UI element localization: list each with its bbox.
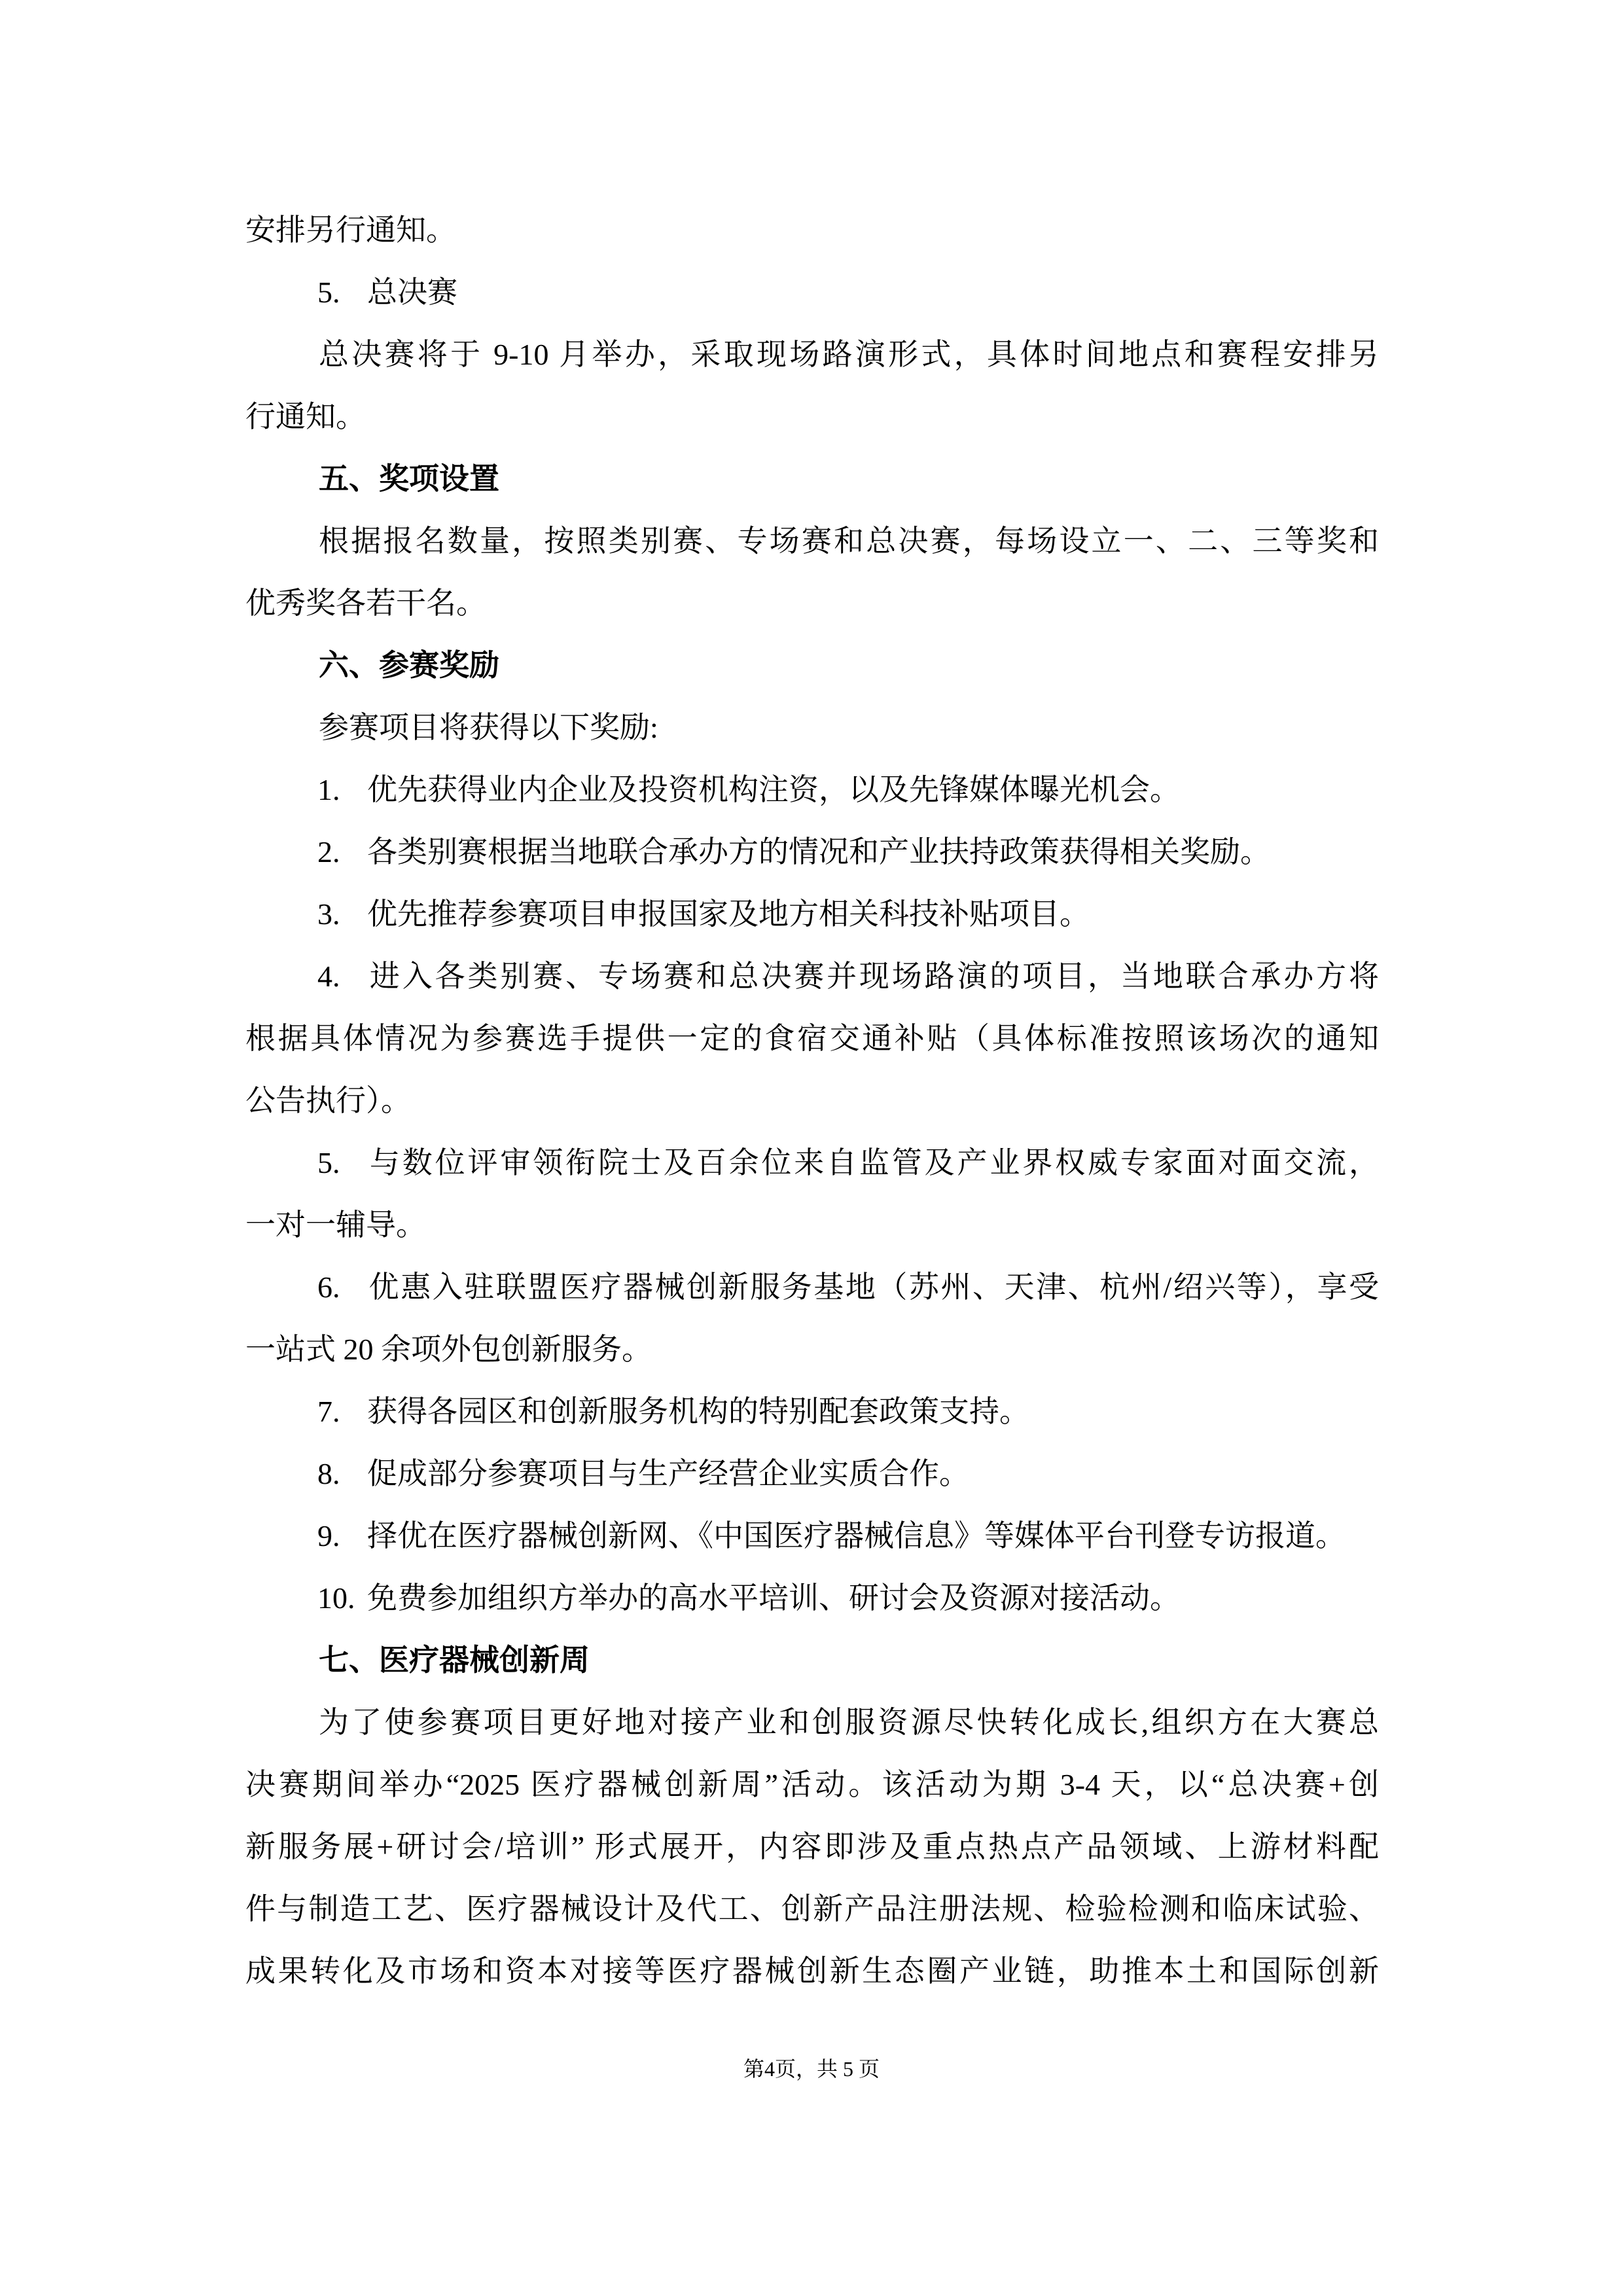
text-line: 总决赛将于 9-10 月举办，采取现场路演形式，具体时间地点和赛程安排另 <box>319 338 1379 371</box>
list-text: 总决赛 <box>367 276 457 309</box>
page-footer <box>0 2055 1623 2083</box>
page-number: 第4页，共 5 页 <box>743 2057 880 2081</box>
text-line: 一站式 20 余项外包创新服务。 <box>245 1333 652 1366</box>
list-number: 2. <box>317 835 340 869</box>
text-line <box>245 1256 1379 1318</box>
list-number: 9. <box>317 1519 340 1552</box>
text-line: 决赛期间举办“2025 医疗器械创新周”活动。该活动为期 3-4 天，以“总决赛+创 <box>245 1768 1379 1801</box>
text-line <box>245 883 1379 945</box>
text-line <box>245 1132 1379 1194</box>
list-number: 5. <box>317 276 340 309</box>
text-line: 安排另行通知。 <box>245 213 456 247</box>
list-number: 8. <box>317 1457 340 1490</box>
list-number: 7. <box>317 1395 340 1428</box>
list-number: 3. <box>317 897 340 931</box>
list-text: 择优在医疗器械创新网、《中国医疗器械信息》等媒体平台刊登专访报道。 <box>367 1519 1346 1552</box>
text-line: 行通知。 <box>245 400 366 433</box>
list-text: 各类别赛根据当地联合承办方的情况和产业扶持政策获得相关奖励。 <box>367 835 1270 869</box>
section-heading: 七、医疗器械创新周 <box>319 1643 590 1677</box>
text-line <box>245 1505 1379 1567</box>
section-heading: 六、参赛奖励 <box>319 649 499 682</box>
text-line <box>245 1443 1379 1505</box>
list-text: 免费参加组织方举办的高水平培训、研讨会及资源对接活动。 <box>367 1581 1180 1615</box>
list-text: 进入各类别赛、专场赛和总决赛并现场路演的项目，当地联合承办方将 <box>367 960 1379 993</box>
list-number: 6. <box>317 1270 340 1304</box>
text-line: 件与制造工艺、医疗器械设计及代工、创新产品注册法规、检验检测和临床试验、 <box>245 1892 1379 1926</box>
text-line <box>245 759 1379 821</box>
text-line: 一对一辅导。 <box>245 1208 426 1242</box>
list-number: 5. <box>317 1146 340 1179</box>
list-text: 与数位评审领衔院士及百余位来自监管及产业界权威专家面对面交流， <box>367 1146 1379 1179</box>
text-line: 成果转化及市场和资本对接等医疗器械创新生态圈产业链，助推本土和国际创新 <box>245 1954 1379 1988</box>
list-text: 优惠入驻联盟医疗器械创新服务基地（苏州、天津、杭州/绍兴等），享受 <box>367 1270 1379 1304</box>
text-line: 为了使参赛项目更好地对接产业和创服资源尽快转化成长,组织方在大赛总 <box>319 1706 1379 1739</box>
text-line <box>245 1380 1379 1443</box>
list-number: 1. <box>317 773 340 806</box>
list-number: 4. <box>317 960 340 993</box>
section-heading: 五、奖项设置 <box>319 462 499 495</box>
list-text: 获得各园区和创新服务机构的特别配套政策支持。 <box>367 1395 1029 1428</box>
document-body <box>245 199 1379 2002</box>
text-line <box>245 821 1379 883</box>
text-line: 根据具体情况为参赛选手提供一定的食宿交通补贴（具体标准按照该场次的通知 <box>245 1022 1379 1055</box>
text-line: 新服务展+研讨会/培训” 形式展开，内容即涉及重点热点产品领域、上游材料配 <box>245 1830 1379 1863</box>
list-text: 优先获得业内企业及投资机构注资，以及先锋媒体曝光机会。 <box>367 773 1180 806</box>
list-text: 优先推荐参赛项目申报国家及地方相关科技补贴项目。 <box>367 897 1090 931</box>
text-line: 参赛项目将获得以下奖励: <box>319 711 658 744</box>
list-text: 促成部分参赛项目与生产经营企业实质合作。 <box>367 1457 969 1490</box>
text-line: 优秀奖各若干名。 <box>245 586 486 620</box>
text-line <box>245 1567 1379 1629</box>
text-line <box>245 945 1379 1007</box>
list-number: 10. <box>317 1581 355 1615</box>
text-line <box>245 261 1379 323</box>
text-line: 根据报名数量，按照类别赛、专场赛和总决赛，每场设立一、二、三等奖和 <box>319 524 1379 558</box>
text-line: 公告执行）。 <box>245 1084 411 1117</box>
